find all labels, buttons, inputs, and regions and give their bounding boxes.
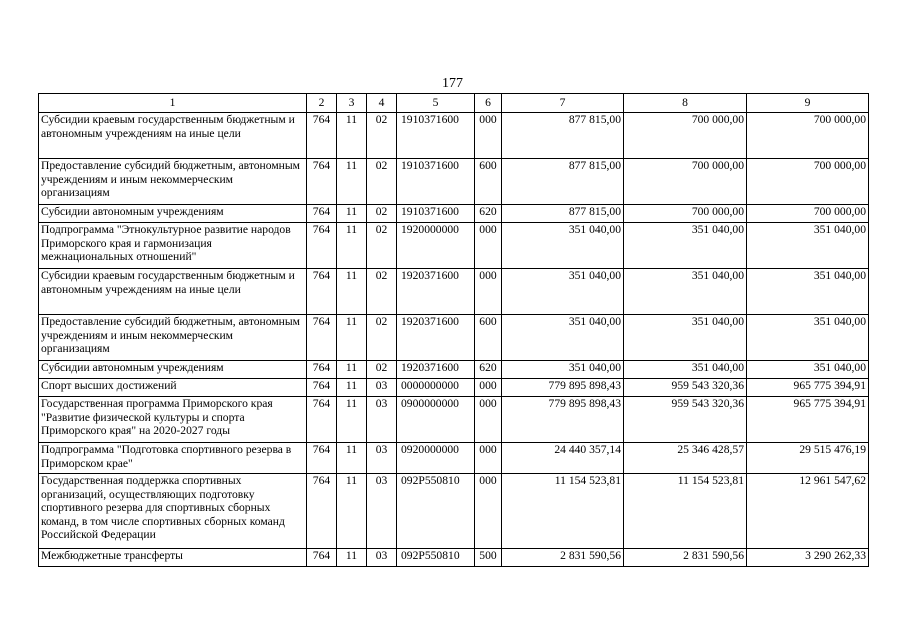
item-name: Спорт высших достижений	[39, 379, 307, 397]
ministry-code: 764	[307, 205, 337, 223]
item-name: Субсидии автономным учреждениям	[39, 205, 307, 223]
table-row	[39, 223, 869, 269]
table-row	[39, 361, 869, 379]
expense-type-code: 500	[475, 549, 502, 567]
target-code: 1920371600	[397, 269, 475, 315]
section-code: 11	[337, 269, 367, 315]
expense-type-code: 600	[475, 315, 502, 361]
amount-col8: 25 346 428,57	[624, 443, 747, 474]
target-code: 1910371600	[397, 113, 475, 159]
amount-col7: 351 040,00	[502, 269, 624, 315]
table-row	[39, 549, 869, 567]
amount-col9: 29 515 476,19	[747, 443, 869, 474]
amount-col8: 2 831 590,56	[624, 549, 747, 567]
target-code: 0000000000	[397, 379, 475, 397]
expense-type-code: 000	[475, 474, 502, 549]
ministry-code: 764	[307, 443, 337, 474]
section-code: 11	[337, 361, 367, 379]
page-number: 177	[442, 76, 463, 91]
amount-col7: 351 040,00	[502, 223, 624, 269]
section-code: 11	[337, 113, 367, 159]
target-code: 1920371600	[397, 315, 475, 361]
amount-col8: 700 000,00	[624, 159, 747, 205]
header-cell: 4	[367, 94, 397, 113]
section-code: 11	[337, 159, 367, 205]
ministry-code: 764	[307, 269, 337, 315]
expense-type-code: 620	[475, 205, 502, 223]
header-cell: 3	[337, 94, 367, 113]
expense-type-code: 000	[475, 113, 502, 159]
amount-col8: 700 000,00	[624, 113, 747, 159]
target-code: 0900000000	[397, 397, 475, 443]
header-row	[39, 94, 869, 113]
amount-col9: 700 000,00	[747, 113, 869, 159]
ministry-code: 764	[307, 549, 337, 567]
target-code: 1910371600	[397, 205, 475, 223]
item-name: Подпрограмма "Подготовка спортивного резерва в Приморском крае"	[39, 443, 307, 474]
target-code: 092P550810	[397, 549, 475, 567]
amount-col8: 11 154 523,81	[624, 474, 747, 549]
ministry-code: 764	[307, 223, 337, 269]
section-code: 11	[337, 474, 367, 549]
subsection-code: 03	[367, 474, 397, 549]
subsection-code: 02	[367, 269, 397, 315]
header-cell: 9	[747, 94, 869, 113]
amount-col7: 2 831 590,56	[502, 549, 624, 567]
subsection-code: 02	[367, 113, 397, 159]
subsection-code: 02	[367, 361, 397, 379]
section-code: 11	[337, 223, 367, 269]
amount-col9: 351 040,00	[747, 223, 869, 269]
table-row	[39, 159, 869, 205]
subsection-code: 03	[367, 443, 397, 474]
ministry-code: 764	[307, 379, 337, 397]
section-code: 11	[337, 205, 367, 223]
item-name: Предоставление субсидий бюджетным, автономным учреждениям и иным некоммерческим организациям	[39, 159, 307, 205]
ministry-code: 764	[307, 159, 337, 205]
amount-col8: 351 040,00	[624, 315, 747, 361]
amount-col7: 877 815,00	[502, 205, 624, 223]
amount-col7: 351 040,00	[502, 315, 624, 361]
table-row	[39, 113, 869, 159]
amount-col7: 351 040,00	[502, 361, 624, 379]
expense-type-code: 000	[475, 269, 502, 315]
ministry-code: 764	[307, 113, 337, 159]
amount-col8: 959 543 320,36	[624, 397, 747, 443]
header-cell: 2	[307, 94, 337, 113]
item-name: Межбюджетные трансферты	[39, 549, 307, 567]
expense-type-code: 600	[475, 159, 502, 205]
amount-col9: 12 961 547,62	[747, 474, 869, 549]
item-name: Субсидии автономным учреждениям	[39, 361, 307, 379]
expense-type-code: 000	[475, 397, 502, 443]
amount-col8: 959 543 320,36	[624, 379, 747, 397]
header-cell: 5	[397, 94, 475, 113]
amount-col8: 351 040,00	[624, 223, 747, 269]
table-row	[39, 474, 869, 549]
amount-col7: 779 895 898,43	[502, 379, 624, 397]
amount-col9: 700 000,00	[747, 159, 869, 205]
target-code: 1920000000	[397, 223, 475, 269]
item-name: Государственная программа Приморского края "Развитие физической культуры и спорта Приморского края" на 2020-2027 годы	[39, 397, 307, 443]
header-cell: 1	[39, 94, 307, 113]
section-code: 11	[337, 397, 367, 443]
table-row	[39, 397, 869, 443]
ministry-code: 764	[307, 315, 337, 361]
table-row	[39, 443, 869, 474]
expense-type-code: 000	[475, 443, 502, 474]
amount-col7: 11 154 523,81	[502, 474, 624, 549]
amount-col7: 24 440 357,14	[502, 443, 624, 474]
budget-table	[38, 93, 869, 567]
amount-col9: 965 775 394,91	[747, 397, 869, 443]
amount-col7: 877 815,00	[502, 159, 624, 205]
header-cell: 8	[624, 94, 747, 113]
item-name: Государственная поддержка спортивных организаций, осуществляющих подготовку спортивного резерва для спортивных сборных команд, в том числе спортивных сборных команд Российской Федерации	[39, 474, 307, 549]
table-row	[39, 315, 869, 361]
amount-col9: 700 000,00	[747, 205, 869, 223]
subsection-code: 02	[367, 205, 397, 223]
item-name: Субсидии краевым государственным бюджетным и автономным учреждениям на иные цели	[39, 113, 307, 159]
subsection-code: 03	[367, 379, 397, 397]
expense-type-code: 620	[475, 361, 502, 379]
target-code: 092P550810	[397, 474, 475, 549]
amount-col8: 351 040,00	[624, 361, 747, 379]
ministry-code: 764	[307, 474, 337, 549]
subsection-code: 02	[367, 159, 397, 205]
subsection-code: 02	[367, 315, 397, 361]
amount-col9: 965 775 394,91	[747, 379, 869, 397]
section-code: 11	[337, 379, 367, 397]
table-row	[39, 269, 869, 315]
amount-col7: 779 895 898,43	[502, 397, 624, 443]
subsection-code: 03	[367, 549, 397, 567]
amount-col9: 351 040,00	[747, 315, 869, 361]
section-code: 11	[337, 549, 367, 567]
section-code: 11	[337, 443, 367, 474]
header-cell: 6	[475, 94, 502, 113]
expense-type-code: 000	[475, 223, 502, 269]
item-name: Подпрограмма "Этнокультурное развитие народов Приморского края и гармонизация межнациональных отношений"	[39, 223, 307, 269]
ministry-code: 764	[307, 361, 337, 379]
amount-col7: 877 815,00	[502, 113, 624, 159]
target-code: 1910371600	[397, 159, 475, 205]
target-code: 0920000000	[397, 443, 475, 474]
amount-col9: 351 040,00	[747, 269, 869, 315]
section-code: 11	[337, 315, 367, 361]
header-cell: 7	[502, 94, 624, 113]
amount-col9: 3 290 262,33	[747, 549, 869, 567]
subsection-code: 02	[367, 223, 397, 269]
amount-col8: 700 000,00	[624, 205, 747, 223]
amount-col9: 351 040,00	[747, 361, 869, 379]
subsection-code: 03	[367, 397, 397, 443]
target-code: 1920371600	[397, 361, 475, 379]
item-name: Субсидии краевым государственным бюджетным и автономным учреждениям на иные цели	[39, 269, 307, 315]
expense-type-code: 000	[475, 379, 502, 397]
amount-col8: 351 040,00	[624, 269, 747, 315]
ministry-code: 764	[307, 397, 337, 443]
table-row	[39, 379, 869, 397]
table-row	[39, 205, 869, 223]
item-name: Предоставление субсидий бюджетным, автономным учреждениям и иным некоммерческим организациям	[39, 315, 307, 361]
